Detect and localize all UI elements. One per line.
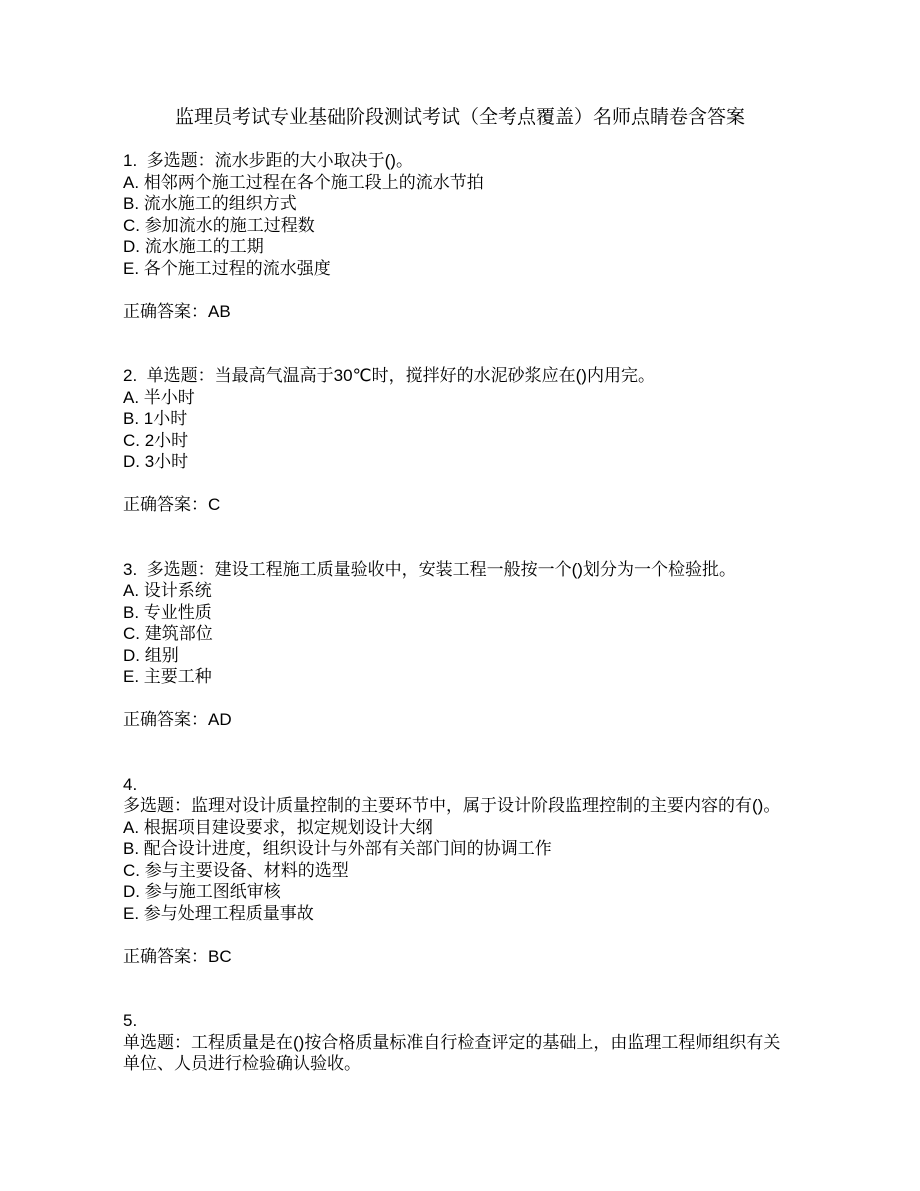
question-5 — [123, 1010, 788, 1075]
question-1-option-c: C. 参加流水的施工过程数 — [123, 215, 315, 235]
question-3-option-b: B. 专业性质 — [123, 602, 212, 622]
question-1-option-d: D. 流水施工的工期 — [123, 237, 264, 256]
question-3-answer: 正确答案：AD — [123, 710, 232, 729]
question-5-number: 5. — [123, 1011, 138, 1030]
question-4-option-d: D. 参与施工图纸审核 — [123, 882, 281, 901]
question-1-answer: 正确答案：AB — [123, 301, 231, 321]
question-4 — [123, 774, 788, 968]
question-3 — [123, 559, 788, 731]
question-2-option-a: A. 半小时 — [123, 387, 195, 407]
question-4-option-c: C. 参与主要设备、材料的选型 — [123, 860, 349, 880]
question-4-option-b: B. 配合设计进度，组织设计与外部有关部门间的协调工作 — [123, 839, 552, 858]
question-2-option-c: C. 2小时 — [123, 430, 189, 450]
question-3-option-a: A. 设计系统 — [123, 581, 212, 600]
question-4-option-a: A. 根据项目建设要求，拟定规划设计大纲 — [123, 817, 433, 837]
question-3-option-c: C. 建筑部位 — [123, 624, 213, 643]
question-2-heading: 2. 单选题：当最高气温高于30℃时，搅拌好的水泥砂浆应在()内用完。 — [123, 366, 655, 385]
question-2-option-d: D. 3小时 — [123, 452, 189, 471]
question-5-heading: 单选题：工程质量是在()按合格质量标准自行检查评定的基础上，由监理工程师组织有关单位、人员进行检验确认验收。 — [123, 1032, 781, 1073]
question-2-option-b: B. 1小时 — [123, 409, 188, 428]
question-1-option-b: B. 流水施工的组织方式 — [123, 194, 297, 213]
question-1-option-e: E. 各个施工过程的流水强度 — [123, 258, 331, 278]
question-1-heading: 1. 多选题：流水步距的大小取决于()。 — [123, 151, 413, 170]
question-3-option-e: E. 主要工种 — [123, 667, 212, 686]
question-3-option-d: D. 组别 — [123, 645, 179, 665]
document-body — [123, 150, 788, 1075]
question-3-heading: 3. 多选题：建设工程施工质量验收中，安装工程一般按一个()划分为一个检验批。 — [123, 559, 736, 579]
question-4-answer: 正确答案：BC — [123, 946, 232, 966]
question-2 — [123, 365, 788, 516]
question-4-option-e: E. 参与处理工程质量事故 — [123, 903, 314, 923]
question-1 — [123, 150, 788, 322]
question-4-heading: 多选题：监理对设计质量控制的主要环节中，属于设计阶段监理控制的主要内容的有()。 — [123, 796, 781, 815]
question-1-option-a: A. 相邻两个施工过程在各个施工段上的流水节拍 — [123, 172, 484, 192]
document-title: 监理员考试专业基础阶段测试考试（全考点覆盖）名师点睛卷含答案 — [174, 107, 745, 128]
question-4-number: 4. — [123, 774, 138, 794]
question-2-answer: 正确答案：C — [123, 495, 221, 514]
